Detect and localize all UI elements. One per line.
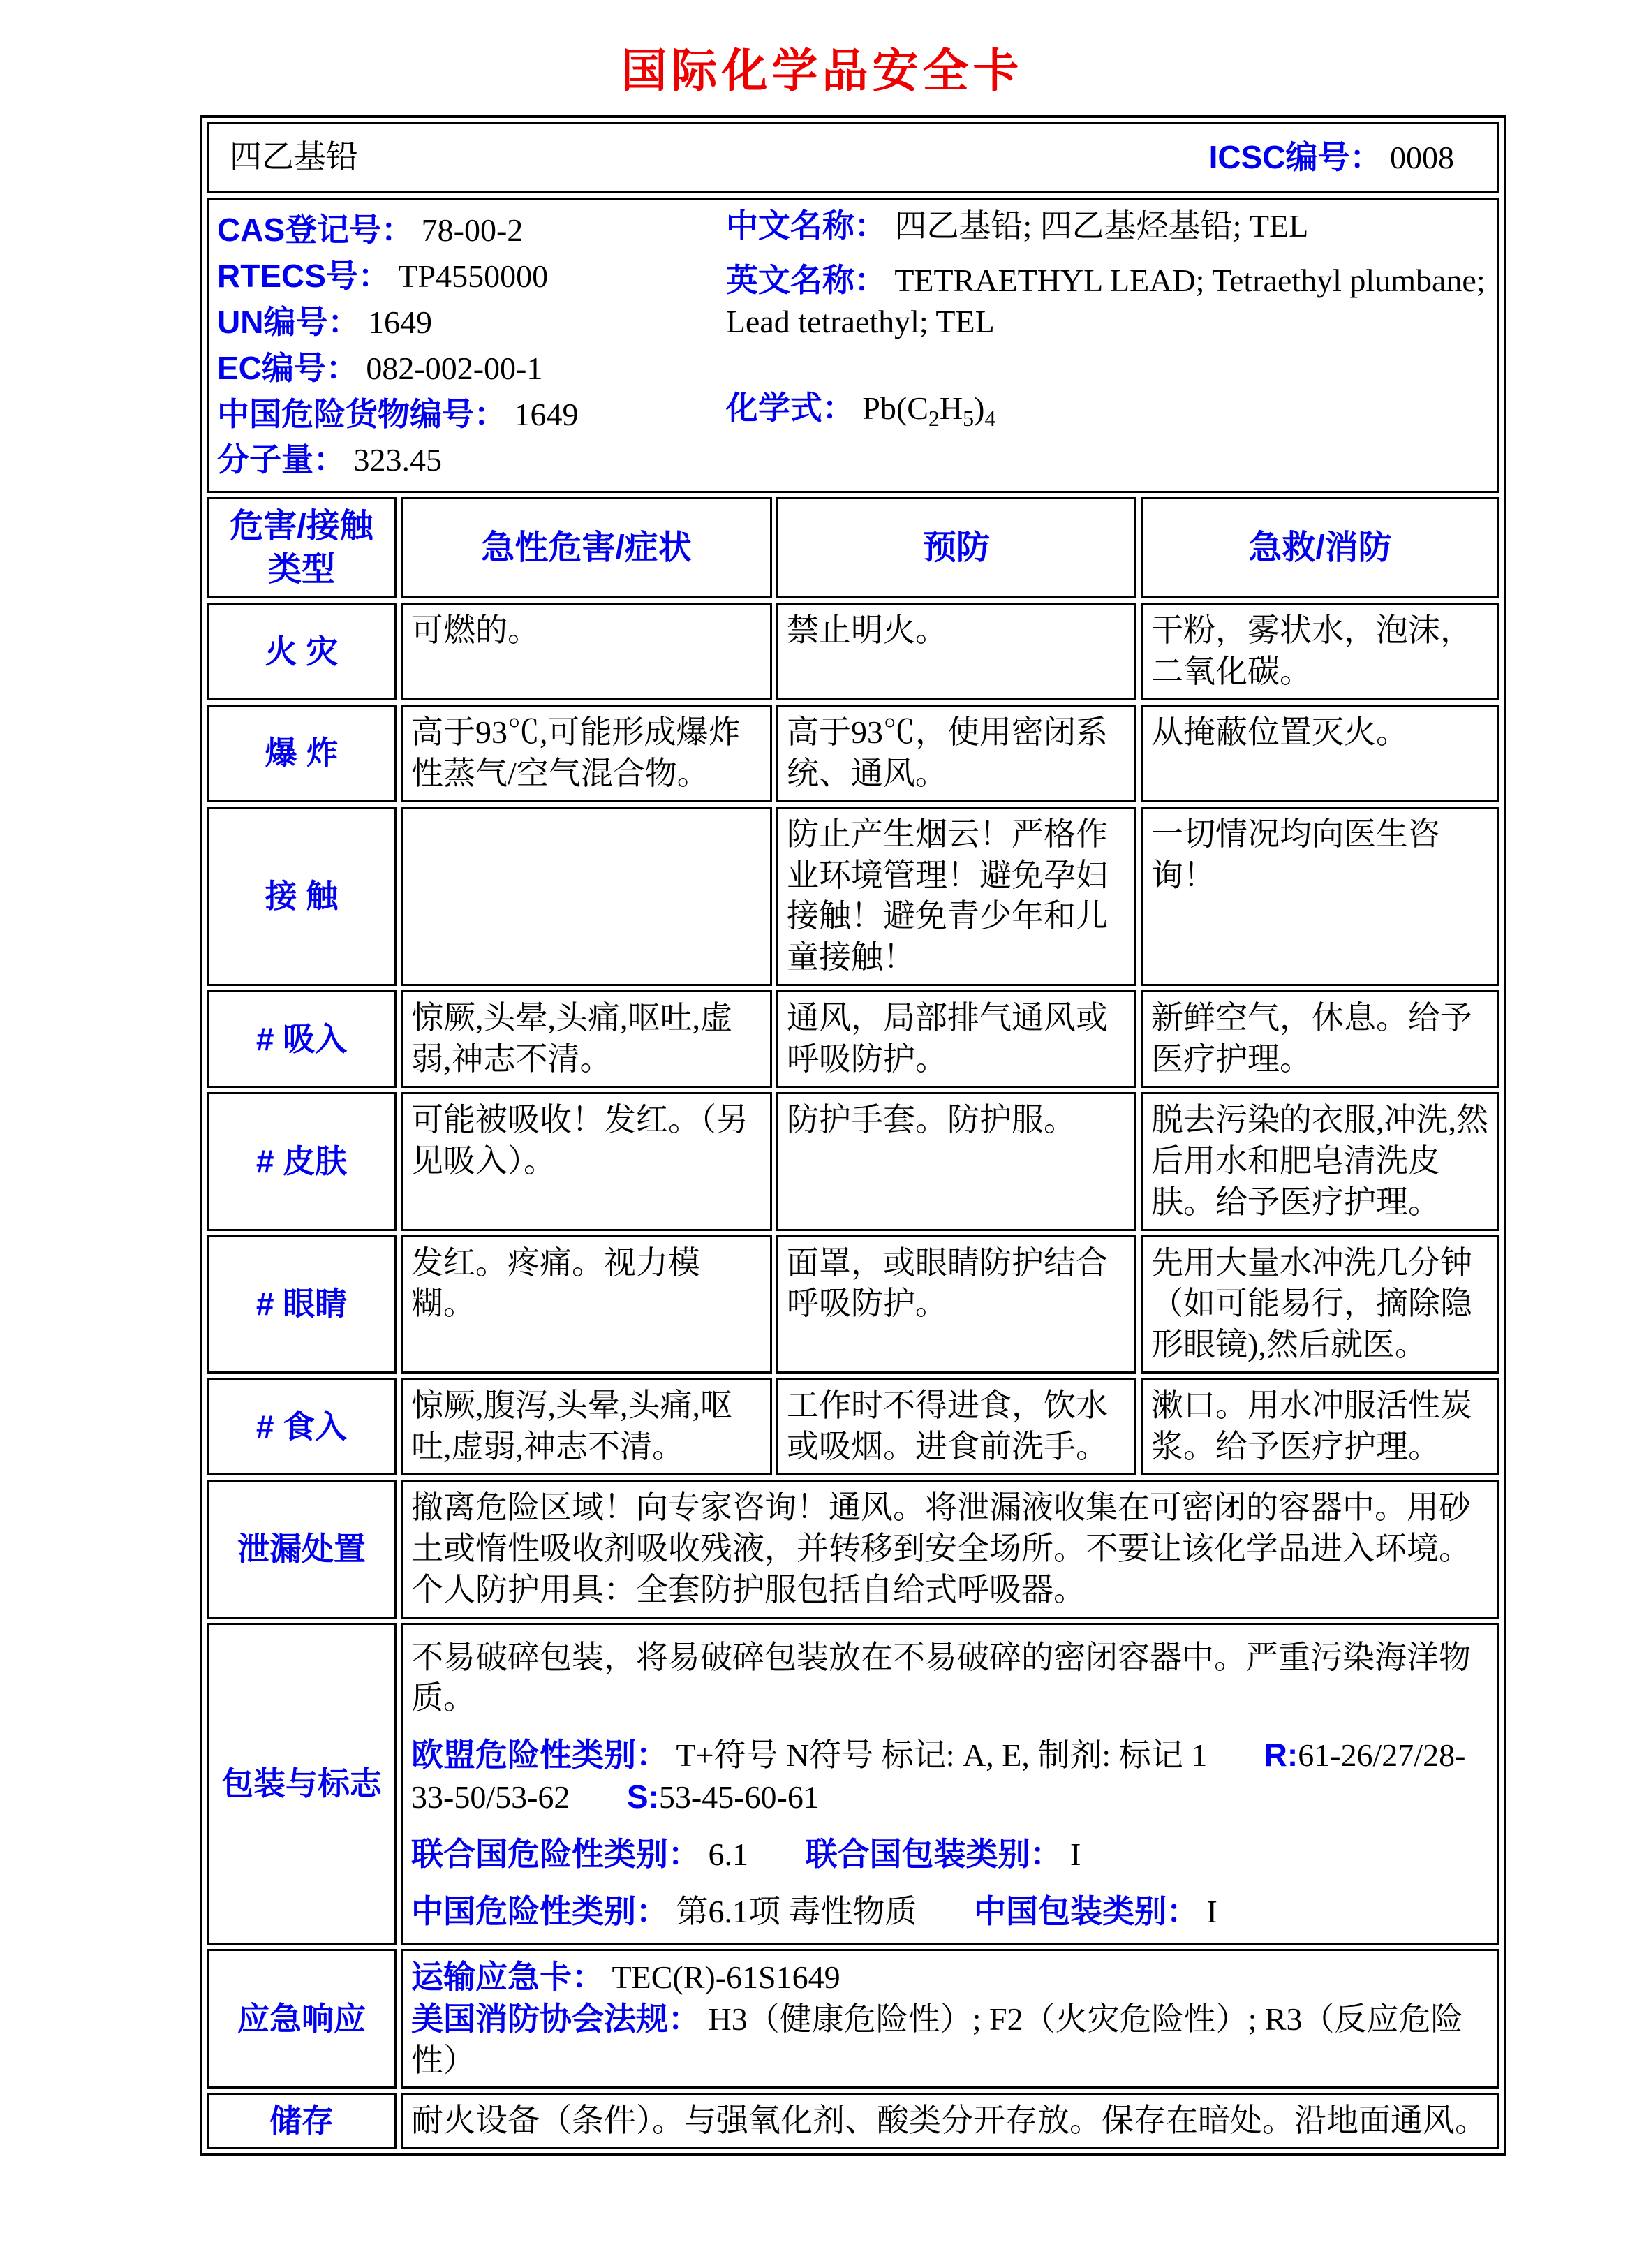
section-label: 包装与标志 <box>207 1623 397 1945</box>
prevention-cell: 防止产生烟云！严格作业环境管理！避免孕妇接触！避免青少年和儿童接触！ <box>776 807 1136 987</box>
firstaid-cell: 漱口。用水冲服活性炭浆。给予医疗护理。 <box>1141 1378 1499 1475</box>
table-row-explosion <box>207 705 1499 802</box>
table-row-emergency <box>207 1949 1499 2089</box>
section-label: 应急响应 <box>207 1949 397 2089</box>
prevention-cell: 工作时不得进食，饮水或吸烟。进食前洗手。 <box>776 1378 1136 1475</box>
prevention-cell: 禁止明火。 <box>776 603 1136 700</box>
section-label: 储存 <box>207 2093 397 2149</box>
formula-line: 化学式： $Pb(C_2H_5)_4$ <box>725 389 996 431</box>
firstaid-cell: 脱去污染的衣服,冲洗,然后用水和肥皂清洗皮肤。给予医疗护理。 <box>1141 1092 1499 1231</box>
hazard-type: # 吸入 <box>207 990 397 1088</box>
nfpa-line: 美国消防协会法规： H3（健康危险性）; F2（火灾危险性）; R3（反应危险性） <box>411 2000 1463 2078</box>
packaging-intro: 不易破碎包装，将易破碎包装放在不易破碎的密闭容器中。严重污染海洋物质。 <box>411 1639 1471 1716</box>
mw-line: 分子量： 323.45 <box>217 441 442 478</box>
symptom-cell: 发红。疼痛。视力模糊。 <box>401 1235 772 1374</box>
spill-text-cell: 撤离危险区域！向专家咨询！通风。将泄漏液收集在可密闭的容器中。用砂土或惰性吸收剂吸收残液，并转移到安全场所。不要让该化学品进入环境。个人防护用具：全套防护服包括自给式呼吸器。 <box>401 1480 1499 1619</box>
icsc-card-table <box>200 115 1506 2156</box>
icsc-number <box>1209 137 1489 179</box>
hazard-type: # 食入 <box>207 1378 397 1475</box>
symptom-cell: 高于93℃,可能形成爆炸性蒸气/空气混合物。 <box>401 705 772 802</box>
ec-line: EC编号： 082-002-00-1 <box>217 349 543 386</box>
col-header-firstaid: 急救/消防 <box>1141 497 1499 598</box>
firstaid-cell: 新鲜空气，休息。给予医疗护理。 <box>1141 990 1499 1088</box>
table-row-fire <box>207 603 1499 700</box>
firstaid-cell: 从掩蔽位置灭火。 <box>1141 705 1499 802</box>
identifiers-row <box>207 198 1499 493</box>
cas-line: CAS登记号： 78-00-2 <box>217 212 524 248</box>
table-row-inhalation <box>207 990 1499 1088</box>
names-block <box>726 205 1489 485</box>
table-row-ingestion <box>207 1378 1499 1475</box>
col-header-prevention: 预防 <box>776 497 1136 598</box>
name-cell <box>207 122 1499 193</box>
storage-cell: 耐火设备（条件）。与强氧化剂、酸类分开存放。保存在暗处。沿地面通风。 <box>401 2093 1499 2149</box>
icsc-value: 0008 <box>1390 140 1455 176</box>
hazard-type: 火 灾 <box>207 603 397 700</box>
col-header-symptoms: 急性危害/症状 <box>401 497 772 598</box>
table-row-storage <box>207 2093 1499 2149</box>
hazard-type: # 眼睛 <box>207 1235 397 1374</box>
icsc-label: ICSC编号： <box>1208 139 1382 176</box>
prevention-cell: 通风，局部排气通风或呼吸防护。 <box>776 990 1136 1088</box>
un-line: UN编号： 1649 <box>217 303 432 340</box>
emergency-cell <box>401 1949 1499 2089</box>
name-row <box>207 122 1499 193</box>
firstaid-cell: 一切情况均向医生咨询！ <box>1141 807 1499 987</box>
firstaid-cell: 先用大量水冲洗几分钟（如可能易行，摘除隐形眼镜),然后就医。 <box>1141 1235 1499 1374</box>
chemical-formula: $Pb(C_2H_5)_4$ <box>862 390 996 431</box>
packaging-un-line: 联合国危险性类别： 6.1 联合国包装类别： I <box>411 1836 1081 1872</box>
hazard-type: 爆 炸 <box>207 705 397 802</box>
section-label: 泄漏处置 <box>207 1480 397 1619</box>
tec-line: 运输应急卡： TEC(R)-61S1649 <box>411 1958 840 1995</box>
substance-name: 四乙基铅 <box>230 139 358 175</box>
table-header-row <box>207 497 1499 598</box>
table-row-eyes <box>207 1235 1499 1374</box>
packaging-cn-line: 中国危险性类别： 第6.1项 毒性物质 中国包装类别： I <box>411 1892 1217 1929</box>
en-name-line: 英文名称： TETRAETHYL LEAD; Tetraethyl plumbane; Lead tetraethyl; TEL <box>725 261 1486 339</box>
prevention-cell: 防护手套。防护服。 <box>776 1092 1136 1231</box>
identifier-list <box>217 205 726 485</box>
table-row-spill <box>207 1480 1499 1619</box>
hazard-type: # 皮肤 <box>207 1092 397 1231</box>
packaging-cell <box>401 1623 1499 1945</box>
china-dg-line: 中国危险货物编号： 1649 <box>217 395 579 432</box>
col-header-hazard-type: 危害/接触 类型 <box>207 497 397 598</box>
prevention-cell: 高于93℃，使用密闭系统、通风。 <box>776 705 1136 802</box>
table-row-skin <box>207 1092 1499 1231</box>
symptom-cell <box>401 807 772 987</box>
identifiers-cell <box>207 198 1499 493</box>
cn-name-line: 中文名称： 四乙基铅; 四乙基烃基铅; TEL <box>725 207 1309 244</box>
table-row-packaging <box>207 1623 1499 1945</box>
page-title: 国际化学品安全卡 <box>621 45 1023 96</box>
symptom-cell: 可能被吸收！发红。（另见吸入）。 <box>401 1092 772 1231</box>
rtecs-line: RTECS号： TP4550000 <box>217 257 549 294</box>
prevention-cell: 面罩，或眼睛防护结合呼吸防护。 <box>776 1235 1136 1374</box>
table-row-exposure <box>207 807 1499 987</box>
hazard-type: 接 触 <box>207 807 397 987</box>
symptom-cell: 惊厥,头晕,头痛,呕吐,虚弱,神志不清。 <box>401 990 772 1088</box>
symptom-cell: 可燃的。 <box>401 603 772 700</box>
packaging-eu-line: 欧盟危险性类别： T+符号 N符号 标记: A, E, 制剂: 标记 1 R:61-26/27/28-33-50/53-62 S:53-45-60-61 <box>411 1737 1466 1816</box>
firstaid-cell: 干粉，雾状水，泡沫，二氧化碳。 <box>1141 603 1499 700</box>
symptom-cell: 惊厥,腹泻,头晕,头痛,呕吐,虚弱,神志不清。 <box>401 1378 772 1475</box>
